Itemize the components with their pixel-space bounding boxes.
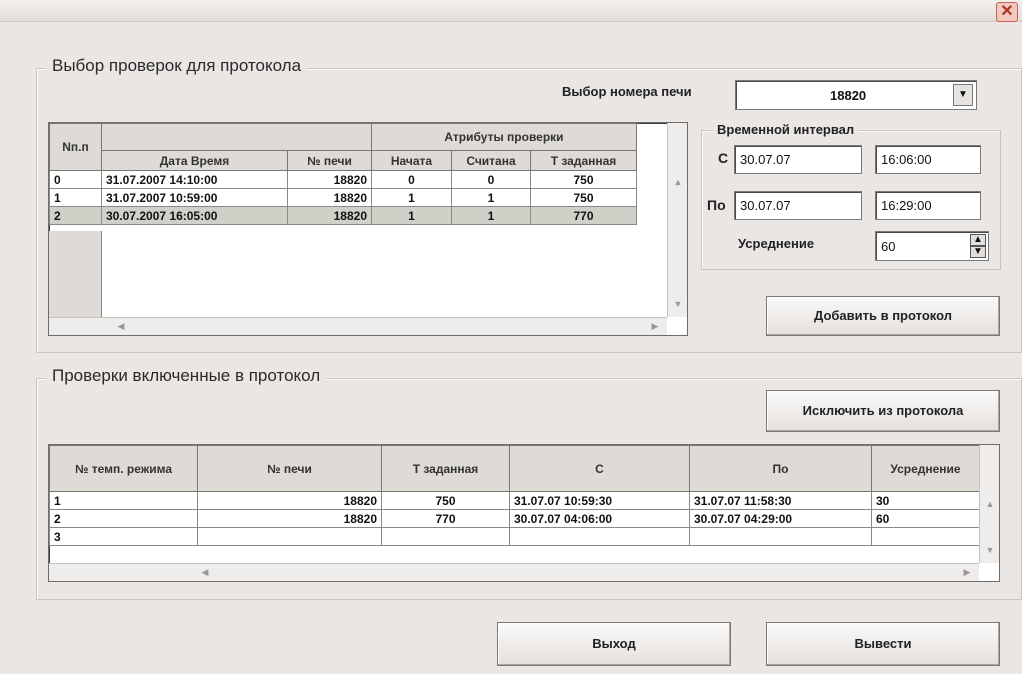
checks-horizontal-scrollbar[interactable] (49, 317, 667, 335)
col-header-furnace[interactable]: № печи (288, 151, 372, 171)
checks-table (48, 122, 688, 336)
averaging-value: 60 (881, 239, 896, 254)
furnace-select-label: Выбор номера печи (562, 84, 692, 99)
cell-to: 31.07.07 11:58:30 (690, 492, 872, 510)
cell-mode: 1 (50, 492, 198, 510)
col-header-blank (102, 124, 372, 151)
col-header-t-set[interactable]: Т заданная (531, 151, 637, 171)
table-row[interactable] (50, 189, 637, 207)
cell-to: 30.07.07 04:29:00 (690, 510, 872, 528)
cell-datetime: 31.07.2007 14:10:00 (102, 171, 288, 189)
cell-t-set (382, 528, 510, 546)
scroll-right-icon[interactable]: ▶ (963, 567, 971, 577)
averaging-label: Усреднение (738, 236, 815, 251)
cell-datetime: 31.07.2007 10:59:00 (102, 189, 288, 207)
col-header-mode[interactable]: № темп. режима (50, 446, 198, 492)
cell-mode: 2 (50, 510, 198, 528)
from-label: С (718, 150, 729, 166)
to-date-field[interactable]: 30.07.07 (734, 191, 862, 220)
spin-down-icon[interactable]: ▼ (970, 246, 986, 258)
cell-t-set: 770 (382, 510, 510, 528)
included-table (48, 444, 1000, 582)
col-header-furnace[interactable]: № печи (198, 446, 382, 492)
cell-furnace: 18820 (288, 171, 372, 189)
exclude-from-protocol-button[interactable]: Исключить из протокола (766, 390, 1000, 432)
table-row[interactable] (50, 528, 980, 546)
cell-t-set: 750 (382, 492, 510, 510)
cell-t-set: 770 (531, 207, 637, 225)
col-header-to[interactable]: По (690, 446, 872, 492)
to-label: По (707, 197, 726, 213)
scroll-down-icon[interactable]: ▼ (673, 299, 683, 309)
cell-read: 0 (452, 171, 531, 189)
cell-furnace: 18820 (198, 510, 382, 528)
cell-from: 30.07.07 04:06:00 (510, 510, 690, 528)
col-header-num[interactable]: Nп.п (50, 124, 102, 171)
furnace-select[interactable] (735, 80, 977, 110)
cell-to (690, 528, 872, 546)
included-table-grid (49, 445, 980, 546)
col-header-averaging[interactable]: Усреднение (872, 446, 980, 492)
add-to-protocol-button[interactable]: Добавить в протокол (766, 296, 1000, 336)
cell-mode: 3 (50, 528, 198, 546)
included-group-title: Проверки включенные в протокол (46, 366, 326, 386)
cell-num: 1 (50, 189, 102, 207)
table-row[interactable] (50, 171, 637, 189)
checks-table-grid (49, 123, 637, 225)
col-header-read[interactable]: Считана (452, 151, 531, 171)
cell-read: 1 (452, 189, 531, 207)
cell-t-set: 750 (531, 189, 637, 207)
cell-datetime: 30.07.2007 16:05:00 (102, 207, 288, 225)
cell-read: 1 (452, 207, 531, 225)
table-row[interactable] (50, 492, 980, 510)
scroll-down-icon[interactable]: ▼ (985, 545, 995, 555)
scroll-right-icon[interactable]: ▶ (651, 321, 659, 331)
cell-averaging: 60 (872, 510, 980, 528)
included-horizontal-scrollbar[interactable] (49, 563, 979, 581)
to-time-field[interactable]: 16:29:00 (875, 191, 981, 220)
cell-from: 31.07.07 10:59:30 (510, 492, 690, 510)
title-bar (0, 0, 1022, 22)
cell-started: 0 (372, 171, 452, 189)
cell-averaging (872, 528, 980, 546)
col-header-t-set[interactable]: Т заданная (382, 446, 510, 492)
chevron-down-icon[interactable]: ▼ (953, 84, 973, 106)
from-date-field[interactable]: 30.07.07 (734, 145, 862, 174)
cell-furnace: 18820 (288, 207, 372, 225)
col-header-from[interactable]: С (510, 446, 690, 492)
checks-vertical-scrollbar[interactable] (667, 123, 687, 317)
col-header-started[interactable]: Начата (372, 151, 452, 171)
cell-furnace: 18820 (288, 189, 372, 207)
cell-from (510, 528, 690, 546)
cell-t-set: 750 (531, 171, 637, 189)
included-vertical-scrollbar[interactable] (979, 445, 999, 563)
scroll-left-icon[interactable]: ◀ (201, 567, 209, 577)
from-time-field[interactable]: 16:06:00 (875, 145, 981, 174)
output-button[interactable]: Вывести (766, 622, 1000, 666)
selection-group-title: Выбор проверок для протокола (46, 56, 307, 76)
interval-group-title: Временной интервал (713, 122, 858, 137)
close-icon[interactable]: ✕ (996, 2, 1018, 22)
col-header-attributes: Атрибуты проверки (372, 124, 637, 151)
exit-button[interactable]: Выход (497, 622, 731, 666)
col-header-datetime[interactable]: Дата Время (102, 151, 288, 171)
scroll-left-icon[interactable]: ◀ (117, 321, 125, 331)
cell-started: 1 (372, 189, 452, 207)
scroll-up-icon[interactable]: ▲ (985, 499, 995, 509)
scroll-up-icon[interactable]: ▲ (673, 177, 683, 187)
averaging-stepper[interactable] (875, 231, 989, 261)
cell-num: 0 (50, 171, 102, 189)
cell-num: 2 (50, 207, 102, 225)
cell-started: 1 (372, 207, 452, 225)
spin-up-icon[interactable]: ▲ (970, 234, 986, 246)
cell-averaging: 30 (872, 492, 980, 510)
cell-furnace (198, 528, 382, 546)
furnace-select-value: 18820 (830, 88, 867, 103)
table-row[interactable] (50, 510, 980, 528)
table-row-selected[interactable] (50, 207, 637, 225)
cell-furnace: 18820 (198, 492, 382, 510)
